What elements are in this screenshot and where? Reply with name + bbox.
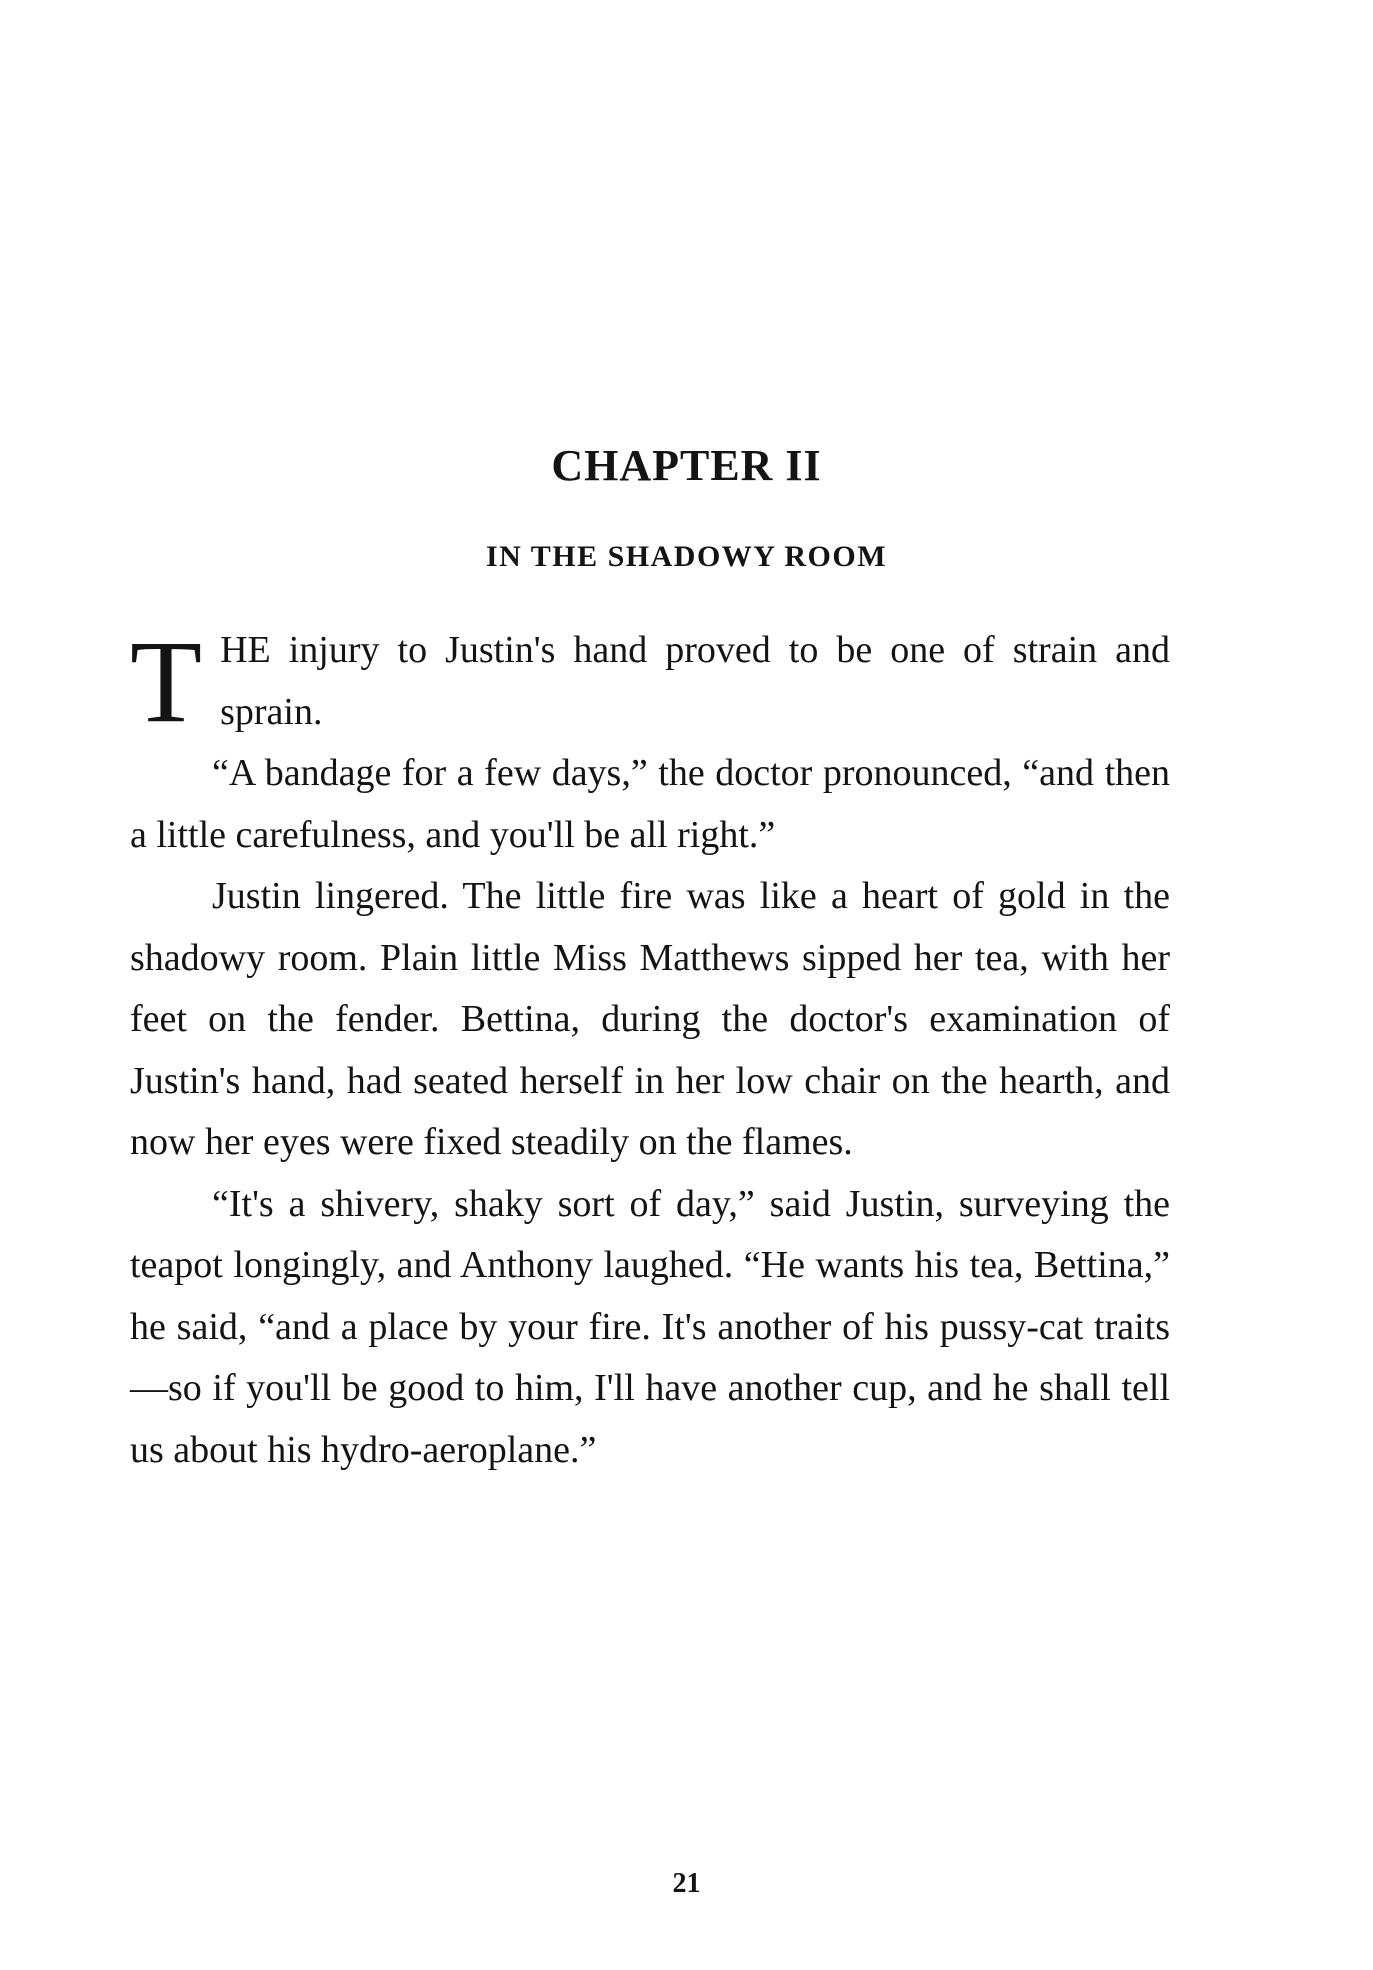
paragraph-4: “It's a shivery, shaky sort of day,” said Justin, surveying the teapot longingly, and Anthony laughed. “He wants his tea, Bettina,” he said, “and a place by your fire. It's another of his pussy-cat traits—so if you'll be good to him, I'll have another cup, and he shall tell us about his hydro-aeroplane.” <box>130 1182 1170 1471</box>
body-text <box>130 616 1170 1481</box>
paragraph-3: Justin lingered. The little fire was like a heart of gold in the shadowy room. Plain little Miss Matthews sipped her tea, with her feet on the fender. Bettina, during the doctor's examination of Justin's hand, had seated herself in her low chair on the hearth, and now her eyes were fixed steadily on the flames. <box>130 875 1170 1163</box>
page-number: 21 <box>672 1868 701 1899</box>
chapter-number: CHAPTER II <box>551 441 822 490</box>
paragraph-1-text: HE injury to Justin's hand proved to be one of strain and sprain. <box>220 629 1170 733</box>
drop-cap: T <box>130 616 203 747</box>
paragraph-2: “A bandage for a few days,” the doctor pronounced, “and then a little carefulness, and you'll be all right.” <box>130 752 1170 856</box>
paragraph-1 <box>130 616 1170 747</box>
chapter-title: IN THE SHADOWY ROOM <box>485 540 888 573</box>
